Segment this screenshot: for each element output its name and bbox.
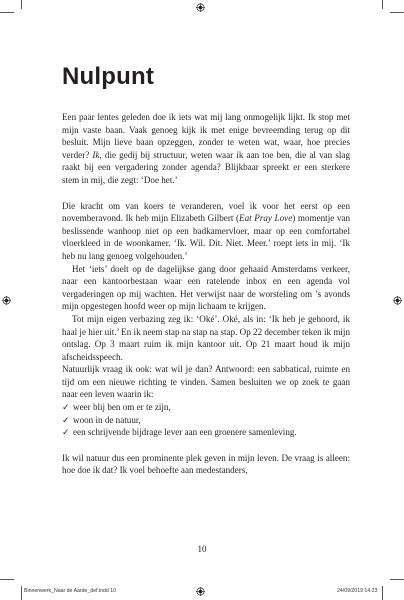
paragraph-6: Ik wil natuur dus een prominente plek geven in mijn leven. De vraag is alleen: hoe doe ik dat? Ik voel behoefte aan medestanders, bbox=[62, 452, 350, 476]
book-title: Eat Pray Love bbox=[239, 213, 293, 224]
checklist bbox=[62, 401, 350, 439]
page-number: 10 bbox=[197, 544, 207, 554]
body-text bbox=[62, 111, 350, 477]
paragraph-3: Het ‘iets’ doelt op de dagelijkse gang door gehaaid Amsterdams verkeer, naar een kantoorbestaan waar een ratelende inbox en een agenda vol vergaderingen op mij wachten. Het verwijst naar de worsteling om ’s avonds mijn opgestegen hoofd weer op mijn lichaam te krijgen. bbox=[62, 263, 350, 312]
crop-mark-top-left-h bbox=[0, 12, 14, 13]
registration-mark-bottom bbox=[196, 587, 205, 596]
paragraph-1: Een paar lentes geleden doe ik iets wat mij lang onmogelijk lijkt. Ik stop met mijn vaste baan. Vaak genoeg kijk ik met enige bevreemding terug op dit besluit. Mijn lieve baan opzeggen, zonder te weten wat, waar, hoe precies verder? Ik, die gedij bij structuur, weten waar ik aan toe ben, die al van slag raakt bij een vergadering zonder agenda? Blijkbaar spreekt er een sterkere stem in mij, die zegt: ‘Doe het.’ bbox=[62, 112, 350, 185]
footer-file-slug: Binnenwerk_Naar de Aarde_def.indd 10 bbox=[24, 588, 116, 594]
checklist-item: ✓ een schrijvende bijdrage lever aan een groenere samenleving. bbox=[62, 427, 297, 438]
footer-date-slug: 24/09/2019 14:23 bbox=[337, 588, 378, 594]
checkmark-icon: ✓ bbox=[62, 427, 70, 438]
crop-mark-bottom-left-v bbox=[21, 586, 22, 600]
crop-mark-bottom-left-h bbox=[0, 579, 14, 580]
checklist-item: ✓ woon in de natuur, bbox=[62, 414, 141, 425]
checkmark-icon: ✓ bbox=[62, 402, 70, 413]
registration-mark-top bbox=[196, 3, 205, 12]
crop-mark-top-left-v bbox=[21, 0, 22, 9]
checkmark-icon: ✓ bbox=[62, 414, 70, 425]
chapter-title: Nulpunt bbox=[62, 63, 155, 90]
registration-mark-left bbox=[2, 296, 11, 305]
crop-mark-bottom-right-v bbox=[382, 586, 383, 600]
paragraph-5: Natuurlijk vraag ik ook: wat wil je dan? Antwoord: een sabbatical, ruimte en tijd om een nieuwe richting te vinden. Samen besluiten we op zoek te gaan naar een leven waarin ik: bbox=[62, 364, 350, 400]
paragraph-4: Tot mijn eigen verbazing zeg ik: ‘Oké’. Oké, als in: ‘Ik heb je gehoord, ik haal je hier uit.’ En ik neem stap na stap na stap. Op 22 december teken ik mijn ontslag. Op 3 maart ruim ik mijn kantoor uit. Op 21 maart houd ik mijn afscheidsspeech. bbox=[62, 313, 350, 362]
crop-mark-top-right-h bbox=[390, 12, 404, 13]
crop-mark-bottom-right-h bbox=[390, 579, 404, 580]
crop-mark-top-right-v bbox=[382, 0, 383, 9]
registration-mark-right bbox=[393, 296, 402, 305]
emphasis-ik: Ik, bbox=[92, 149, 102, 160]
paragraph-2: Die kracht om van koers te veranderen, voel ik voor het eerst op een novemberavond. Ik heb mijn Elizabeth Gilbert (Eat Pray Love) momentje van beslissende wanhoop niet op een badkamervloer, maar op een comfortabel vloerkleed in de woonkamer. ‘Ik. Wil. Dit. Niet. Meer.’ roept iets in mij. ‘Ik heb nu lang genoeg volgehouden.’ bbox=[62, 200, 350, 261]
checklist-item: ✓ weer blij ben om er te zijn, bbox=[62, 402, 171, 413]
